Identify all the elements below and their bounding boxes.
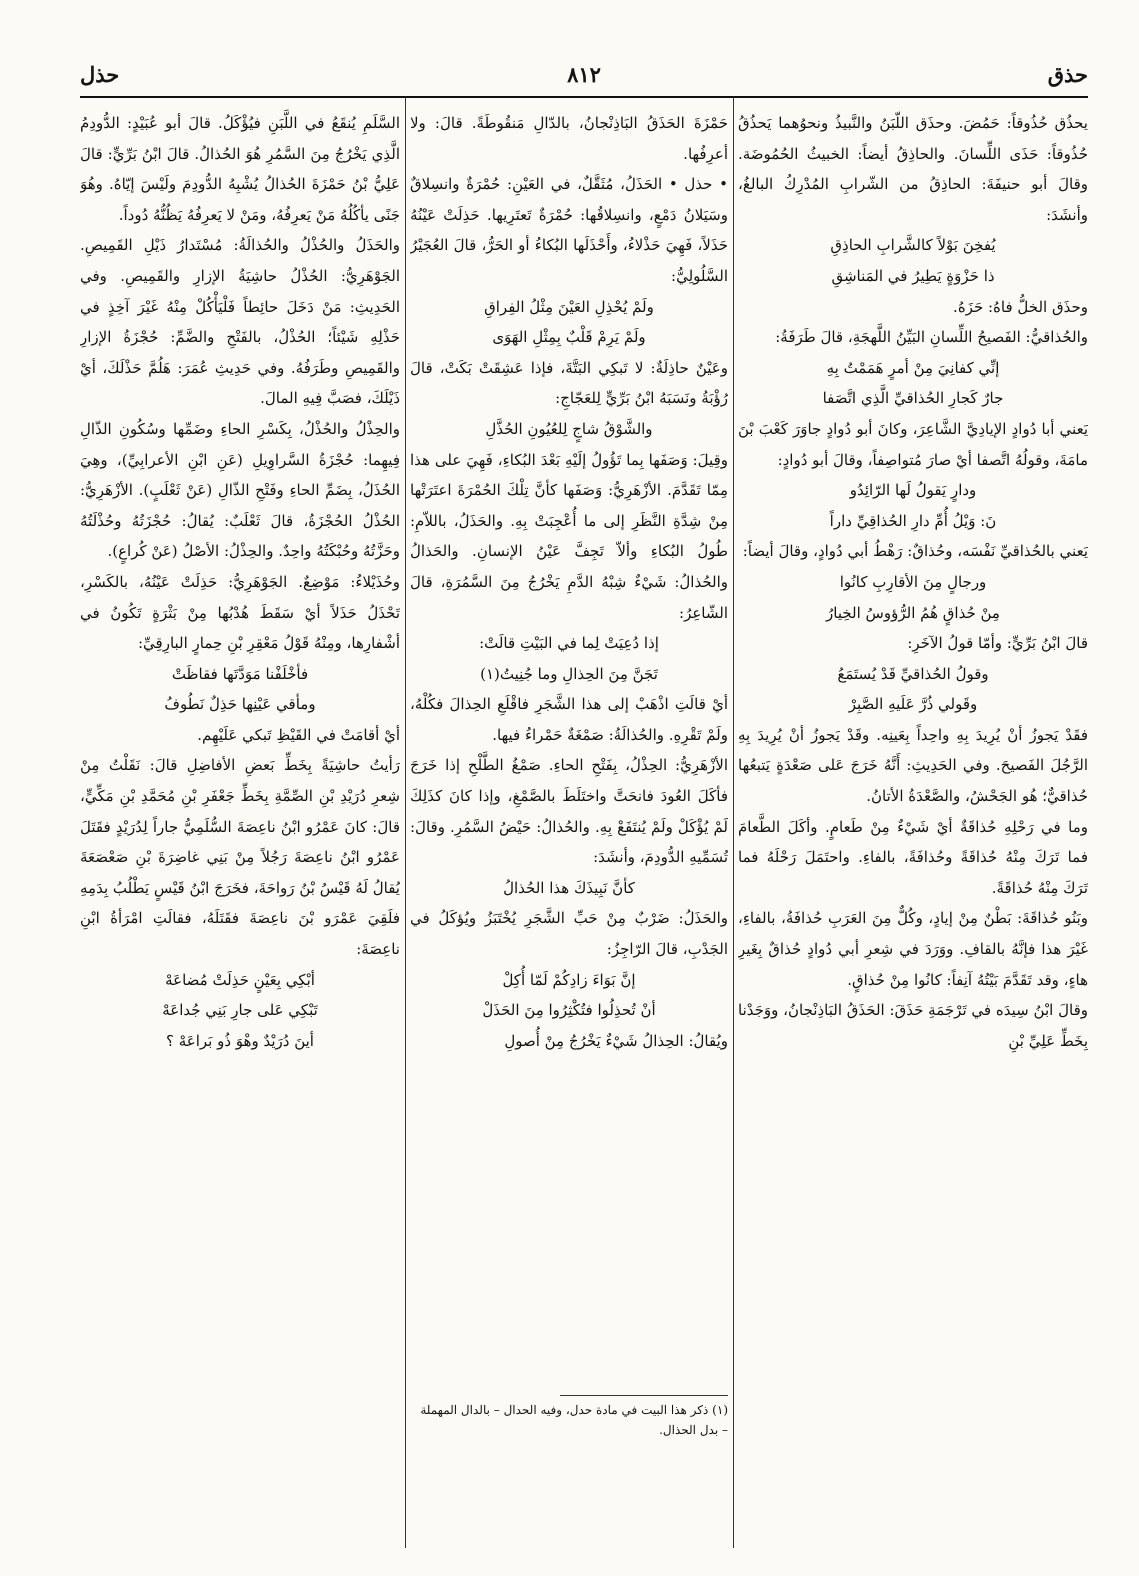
- verse-line: وقَولي ذُرَّ عَلَيهِ الصَّبِرْ: [848, 695, 978, 714]
- paragraph: وقِيلَ: وَصَفَها بِما تَؤُولُ إلَيْهِ بَعْدَ البُكاءِ، فَهِيَ على هذا مِمّا تَقَدَّمَ. الأزْهَرِيُّ: وَصَفَها كأنَّ تِلْكَ الحُمْرَةَ اعتَرَتْها مِنْ شِدَّةِ النَّظَرِ إلى ما أُعْجِبَتْ بِهِ. والحَذَلُ، باللاّمِ: طُولُ البُكاءِ وألاّ تَجِفَّ عَيْنُ الإنسانِ. والحَذالُ والحُذالُ: شَيْءٌ شِبْهُ الدَّمِ يَخْرُجُ مِنَ السَّمُرَةِ، قالَ الشّاعِرُ:: [410, 450, 728, 622]
- verse-line: ولَمْ يُحْذِلِ العَيْنَ مِثْلُ الفِراقِ: [484, 297, 654, 316]
- verse-line: أبْكِي بِعَيْنٍ حَذِلَتْ مُضاعَهْ: [165, 970, 315, 989]
- verse-line: وقولُ الحُذاقيِّ قَدْ يُستَمَعُ: [837, 664, 989, 683]
- column-divider: [405, 98, 406, 1548]
- paragraph: قالَ ابْنُ بَرِّيٍّ: وأمّا قولُ الآخَرِ:: [907, 634, 1088, 653]
- verse-line: إنَّ بَوَاءَ زادِكُمْ لَمّا أُكِلْ: [502, 970, 636, 989]
- verse-line: أنْ تُحذِلُوا فتُكْثِرُوا مِنَ الحَذَلْ: [482, 1001, 656, 1020]
- verse-line: إذا دُعِيَتْ لِما في البَيْتِ قالَتْ:: [479, 634, 659, 653]
- verse-line: ولَمْ يَرِمْ قَلْبٌ بِمِثْلِ الهَوَى: [492, 328, 646, 347]
- paragraph: يَعني بالحُذاقيِّ نَفْسَه، وحُذاقٌ: رَهْطُ أبي دُوادٍ، وقالَ أيضاً:: [742, 542, 1088, 561]
- page-number: ٨١٢: [567, 62, 601, 87]
- paragraph: يَعني أبا دُوادٍ الإيادِيَّ الشَّاعِرَ، وكانَ أبو دُوادٍ جاوَرَ كَعْبَ بْنَ مامَةَ، وقولُهُ اتَّصفا أيْ صارَ مُتواصِفاً، وقالَ أبو دُوادٍ:: [738, 419, 1088, 469]
- entry-start-hadhal: • حذل • الحَذَلُ، مُثَقَّلٌ، في العَيْنِ: حُمْرَةٌ وانسِلاقٌ وسَيَلانُ دَمْعٍ، وانسِلاقُها: حُمْرَةٌ تَعتَرِيها. حَذِلَتْ عَيْنُهُ حَذَلاً، فَهِيَ حَذْلاءُ، وأَحْذَلَها البُكاءُ أو الحَرُّ، قالَ العُجَيْرُ السَّلُولِيُّ:: [410, 175, 728, 285]
- paragraph: الأزْهَرِيُّ: الحِذْلُ، بِفَتْحِ الحاءِ. صَمْغُ الطَّلْحِ إذا خَرَجَ فأكَلَ العُودَ فانحَتَّ واختَلَطَ بالصَّمْغِ، وإذا كانَ كذَلِكَ لَمْ يُؤْكَلْ ولَمْ يُنتَفَعْ بِهِ. والحُذالُ: حَيْضُ السَّمُرِ. وقالَ: تُسَمِّيهِ الدُّودِمَ، وأنشَدَ:: [410, 756, 728, 867]
- verse-line: جارٌ كَجارِ الحُذاقيِّ الَّذِي اتَّصَفا: [822, 389, 1004, 408]
- paragraph: ويُقالُ: الحِذالُ شَيْءٌ يَخْرُجُ مِنْ أُصولِ: [504, 1031, 728, 1050]
- verse-line: مِنْ حُذاقٍ هُمُ الرُّؤوسُ الخِيارُ: [826, 603, 1000, 622]
- paragraph: حَمْزَةَ الحَذَقُ البَاذِنْجانُ، بالدّالِ مَنقُوطَةً. قالَ: ولا أعرِفُها.: [410, 114, 728, 163]
- verse-line: ومأقي عَيْنِها حَذِلٌ نَطُوفُ: [164, 695, 316, 714]
- paragraph: أيْ قالَتِ اذْهَبْ إلى هذا الشَّجَرِ فاقْلَعِ الحِذالَ فكُلْهُ، ولَمْ تَقْرِهِ. والحُذالَةُ: صَمْغَةٌ حَمْراءُ فيها.: [410, 695, 728, 744]
- running-headword-right: حذق: [1047, 62, 1088, 87]
- verse-line: فأخْلَفْنا مَوَدَّتَها فقاظَتْ: [171, 664, 309, 683]
- paragraph: والحَذَلُ والحُذْلُ والحُذالَةُ: مُسْتَدارُ ذَيْلِ القَمِيصِ. الجَوْهَرِيُّ: الحُذْلُ حاشِيَةُ الإزارِ والقَمِيصِ. وفي الحَدِيثِ: مَنْ دَخَلَ حائِطاً فَلْيَأْكُلْ مِنْهُ غَيْرَ آخِذٍ في حَذْلِهِ شَيْئاً؛ الحُذْلُ، بالفَتْحِ والضَّمِّ: حُجْزَةُ الإزارِ والقَمِيصِ وطَرَفُهُ. وفي حَدِيثِ عُمَرَ: هَلُمَّ حَذْلَكَ، أيْ ذَيْلَكَ، فصَبَّ فِيهِ المالَ.: [80, 236, 400, 408]
- verse-line: والشَّوْقُ شاجٍ لِلعُيُونِ الحُذَّلِ: [485, 419, 653, 438]
- header-rule: [80, 96, 1088, 98]
- page-header: [80, 62, 1088, 96]
- paragraph: أيْ أقامَتْ في القَيْظِ تَبكي عَلَيْهِم.: [197, 725, 400, 744]
- paragraph: والحَذَلُ: ضَرْبٌ مِنْ حَبِّ الشَّجَرِ يُخْتَبَزُ ويُؤكَلُ في الجَدْبِ، قالَ الرّاجِزُ:: [410, 909, 728, 959]
- verse-line: نَ: وَيْلُ أُمِّ دارِ الحُذاقِيِّ داراً: [829, 511, 997, 530]
- verse-line: إنِّي كفانِيَ مِنْ أمرٍ هَمَمْتُ بِهِ: [826, 358, 1000, 377]
- paragraph: وما في رَحْلِهِ حُذاقَةٌ أيْ شَيْءٌ مِنْ طَعامٍ. وأكَلَ الطَّعامَ فما تَرَكَ مِنْهُ حُذاقَةً وحُذافَةً، بالفاءِ. واحتَمَلَ رَحْلَهُ فما تَرَكَ مِنْهُ حُذاقَةً.: [738, 817, 1088, 897]
- verse-line: تَبْكِي عَلى جارِ بَنِي جُداعَهْ: [162, 1001, 318, 1020]
- paragraph: والحِذْلُ والحُذْلُ، بِكَسْرِ الحاءِ وضَمِّها وسُكُونِ الذّالِ فِيهِما: حُجْزَةُ السَّراوِيلِ (عَنِ ابْنِ الأعرابِيِّ)، وهِيَ الحُذَلُ، بِضَمِّ الحاءِ وفَتْحِ الذّالِ (عَنْ ثَعْلَبٍ). الأزْهَرِيُّ: الحُذْلُ الحُجْزَةُ، قالَ ثَعْلَبٌ: يُقالُ: حُجْزَتُهُ وحُذْلَتُهُ وحَزَّتُهُ وحُبْكَتُهُ واحِدٌ. والحِذْلُ: الأصْلُ (عَنْ كُراعٍ).: [80, 419, 400, 561]
- column-right: [738, 108, 1088, 1548]
- verse-line: كأنَّ نَبِيذَكَ هذا الحُذالُ: [503, 878, 635, 897]
- paragraph: رَأيتُ حاشِيَةً بِخَطِّ بَعضِ الأفاضِلِ قالَ: نَقَلْتُ مِنْ شِعرِ دُرَيْدِ بْنِ الصِّمَّةِ بِخَطِّ جَعْفَرِ بْنِ مُحَمَّدِ بْنِ مَكِّيٍّ، قالَ: كانَ عَمْرُو ابْنُ ناعِصَةَ السُّلَمِيُّ جاراً لِدُرَيْدٍ فقَتَلَ عَمْرُو ابْنُ ناعِصَةَ رَجُلاً مِنْ بَنِي غاضِرَةَ بْنِ صَعْصَعَةَ يُقالُ لَهُ قَيْسُ بْنُ رَواحَةَ، فخَرَجَ ابْنُ قَيْسٍ يَطْلُبُ بِدَمِهِ فلَقِيَ عَمْرَو بْنَ ناعِصَةَ فقَتَلَهُ، فقالَتِ امْرَأةُ ابْنِ ناعِصَةَ:: [80, 756, 400, 959]
- column-left: [80, 108, 400, 1548]
- paragraph: وبَنُو حُذاقَةَ: بَطْنٌ مِنْ إيادٍ، وكُلٌّ مِنَ العَرَبِ حُذافَةُ، بالفاءِ، غَيْرَ هذا فإنَّهُ بالقافِ. ووَرَدَ في شِعرِ أبي دُوادٍ حُذاقٌ بِغَيرِ هاءٍ، وقد تَقَدَّمَ بَيْتُهُ آنِفاً: كانُوا مِنْ حُذاقٍ.: [738, 909, 1088, 989]
- verse-line: ودارٍ يَقولُ لَها الرّائِدُو: [849, 481, 977, 500]
- paragraph: وحذَق الخلُّ فاهُ: حَزَهُ.: [953, 297, 1088, 316]
- verse-line: أينَ دُرَيْدٌ وهْوَ ذُو بَراعَهْ ؟: [166, 1031, 314, 1050]
- verse-line: ورجالٍ مِنَ الأقارِبِ كانُوا: [839, 572, 987, 591]
- paragraph: والحُذاقيُّ: الفَصيحُ اللِّسانِ البَيِّنُ اللَّهجَةِ، قالَ طَرَفَةُ:: [775, 328, 1088, 347]
- footnote: (١) ذكر هذا البيت في مادة حدل، وفيه الحدال – بالدال المهملة – بدل الحذال.: [420, 1403, 728, 1437]
- footnote-rule: [560, 1395, 728, 1396]
- paragraph: يحذُق حُذُوقاً: حَمُضَ. وحذَق اللّبَنُ والنَّبيذُ ونحوُهما يَحذُقُ حُذُوقاً: حَذَى اللِّسانَ. والحاذِقُ أيضاً: الخبيثُ الحُمُوضَة. وقالَ أبو حنيفَةَ: الحاذِقُ من الشّرابِ المُدْرِكُ البالغُ، وأنشَدَ:: [738, 114, 1088, 224]
- running-headword-left: حذل: [80, 62, 120, 87]
- paragraph: وقالَ ابْنُ سِيدَه في تَرْجَمَةِ حَذَقَ: الحَذَقُ البَاذِنْجانُ، ووَجَدْنا بِخَطِّ عَلِيِّ بْنِ: [738, 1001, 1088, 1050]
- column-divider: [733, 98, 734, 1548]
- paragraph: فقَدْ يَجوزُ أنْ يُرِيدَ بِهِ واحِداً بِعَينِه. وقَدْ يَجوزُ أنْ يُرِيدَ بِهِ الرَّجُلَ الفَصيحَ. وفي الحَدِيثِ: أَنَّهُ خَرَجَ عَلى صَعْدَةٍ يَتبعُها حُذاقيٌّ؛ هُو الجَحْشُ، والصَّعْدَةُ الأتانُ.: [738, 725, 1088, 806]
- paragraph: وعَيْنٌ حاذِلَةٌ: لا تَبكِي البَتَّةَ، فإذا عَشِقَتْ بَكَتْ، قالَ رُؤْبَةُ ونَسَبَهُ ابْنُ بَرِّيٍّ لِلعَجّاجِ:: [410, 358, 728, 408]
- verse-line: يُفخِنَ بَوْلاً كالشَّرابِ الحاذِقِ: [830, 236, 996, 255]
- paragraph: وحُذَيْلاءُ: مَوْضِعٌ. الجَوْهَرِيُّ: حَذِلَتْ عَيْنُهُ، بالكَسْرِ، تَحْذَلُ حَذَلاً أيْ سَقَطَ هُدْبُها مِنْ بَثْرَةٍ تَكُونُ في أشْفارِها، ومِنْهُ قَوْلُ مَعْقِرِ بْنِ حِمارٍ البارِقِيِّ:: [80, 572, 400, 653]
- paragraph: السَّلَمِ يُنقَعُ في اللَّبَنِ فيُؤْكَلُ. قالَ أبو عُبَيْدٍ: الدُّودِمُ الَّذِي يَخْرُجُ مِنَ السَّمُرِ هُوَ الحُذالُ. قالَ ابْنُ بَرِّيٍّ: قالَ عَلِيُّ بْنُ حَمْزَةَ الحُذالُ يُشْبِهُ الدُّودِمَ ولَيْسَ إيّاهُ. وهُوَ جَنًى يأكُلُهُ مَنْ يَعرِفُهُ، ومَنْ لا يَعرِفُهُ يَظُنُّهُ دُوداً.: [80, 114, 400, 224]
- column-middle: [410, 108, 728, 1548]
- verse-line: ذا حَزْوَةٍ يَطِيرُ في المَناشِقِ: [831, 266, 995, 285]
- verse-line: تَجَنَّ مِنَ الحِذالِ وما جُنِيتُ(١): [480, 664, 658, 683]
